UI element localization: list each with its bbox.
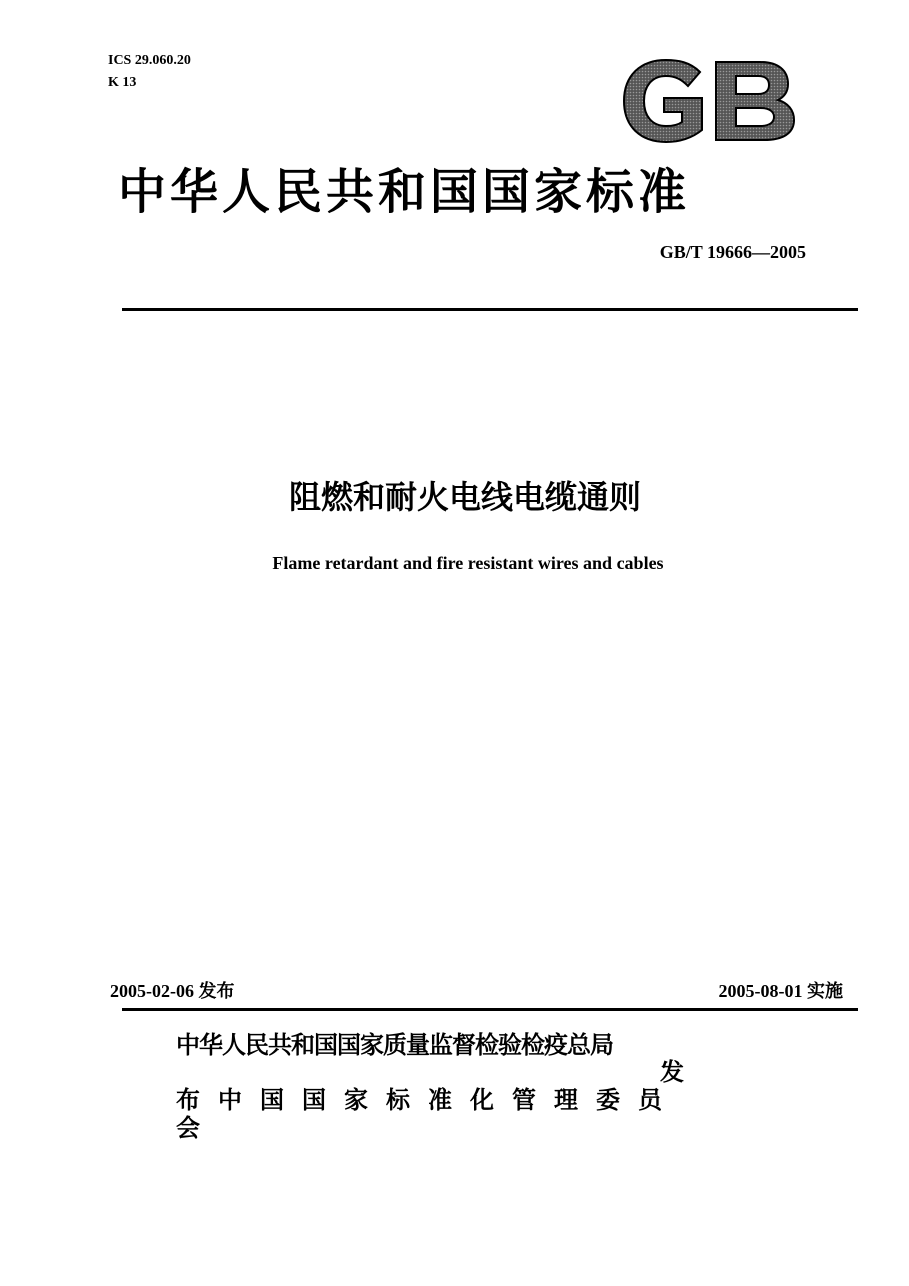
ics-code: ICS 29.060.20 (108, 53, 191, 68)
issuer-aqsiq: 中华人民共和国国家质量监督检验检疫总局 (176, 1031, 613, 1059)
gb-logo-graphic (620, 58, 796, 144)
standard-number: GB/T 19666—2005 (659, 242, 806, 262)
issuer-sac-wrap: 会 (176, 1114, 200, 1142)
implementation-date: 2005-08-01 实施 (718, 981, 843, 1001)
classification-codes (108, 50, 191, 94)
document-title-chinese: 阻燃和耐火电线电缆通则 (288, 478, 641, 516)
document-title-english: Flame retardant and fire resistant wires and cables (272, 553, 664, 573)
bottom-divider (122, 1008, 858, 1011)
top-divider (122, 308, 858, 311)
ccs-code: K 13 (108, 75, 137, 90)
issue-word: 发 (660, 1058, 684, 1086)
issue-date: 2005-02-06 发布 (110, 981, 235, 1001)
standard-title: 中华人民共和国国家标准 (118, 164, 691, 220)
issuer-sac: 布中国国家标准化管理委员 (176, 1086, 680, 1114)
gb-logo (620, 58, 796, 144)
